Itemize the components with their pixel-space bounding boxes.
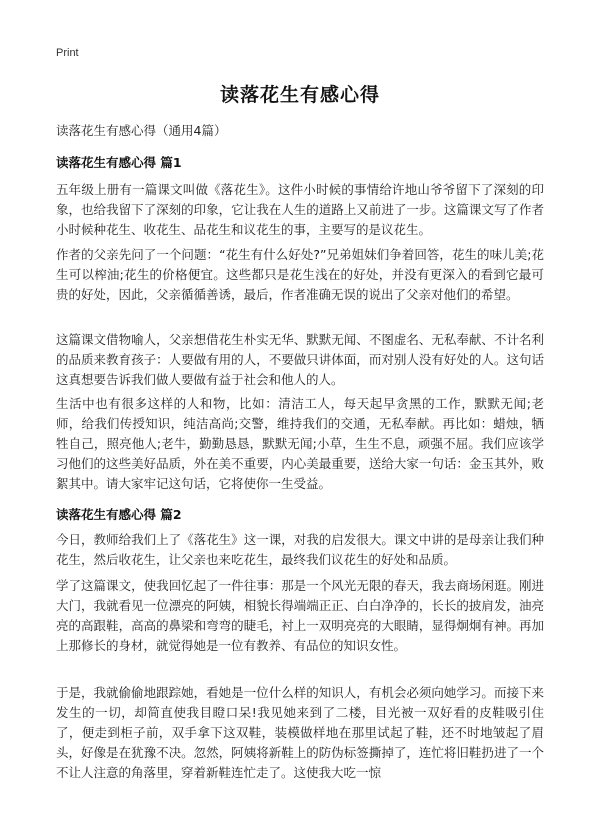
section-heading-2: 读落花生有感心得 篇2 xyxy=(56,507,182,522)
page-title: 读落花生有感心得 xyxy=(219,84,380,106)
paragraph-1-3: 这篇课文借物喻人，父亲想借花生朴实无华、默默无闻、不图虚名、无私奉献、不计名利的品质来教育孩子：人要做有用的人，不要做只讲体面，而对别人没有好处的人。这句话这真想要告诉我们做人要做有益于社会和他人的人。 xyxy=(56,332,544,387)
paragraph-2-2: 学了这篇课文，使我回忆起了一件往事：那是一个风光无限的春天，我去商场闲逛。刚进大门，我就看见一位漂亮的阿姨，相貌长得端端正正、白白净净的，长长的披肩发，油亮亮的高跟鞋，高高的鼻梁和弯弯的睫毛，衬上一双明亮亮的大眼睛，显得炯炯有神。再加上那修长的身材，就觉得她是一位有教养、有品位的知识女性。 xyxy=(56,578,544,653)
paragraph-1-4: 生活中也有很多这样的人和物，比如：清洁工人，每天起早贪黑的工作，默默无闻;老师，给我们传授知识，纯洁高尚;交警，维持我们的交通，无私奉献。再比如：蜡烛，牺牲自己，照亮他人;老牛，勤勤恳恳，默默无闻;小草，生生不息，顽强不屈。我们应该学习他们的这些美好品质，外在美不重要，内心美最重要，送给大家一句话：金玉其外，败絮其中。请大家牢记这句话，它将使你一生受益。 xyxy=(56,396,544,491)
section-heading-1: 读落花生有感心得 篇1 xyxy=(56,155,182,170)
paragraph-2-1: 今日，教师给我们上了《落花生》这一课，对我的启发很大。课文中讲的是母亲让我们种花生，然后收花生，让父亲也来吃花生，最终我们议花生的好处和品质。 xyxy=(56,532,544,567)
paragraph-1-1: 五年级上册有一篇课文叫做《落花生》。这件小时候的事情给许地山爷爷留下了深刻的印象，也给我留下了深刻的印象，它让我在人生的道路上又前进了一步。这篇课文写了作者小时候种花生、收花生、品花生和议花生的事，主要写的是议花生。 xyxy=(56,182,544,237)
paragraph-2-3: 于是，我就偷偷地跟踪她，看她是一位什么样的知识人，有机会必须向她学习。而接下来发生的一切，却简直使我目瞪口呆!我见她来到了二楼，目光被一双好看的皮鞋吸引住了，便走到柜子前，双手拿下这双鞋，装模做样地在那里试起了鞋，还不时地皱起了眉头，好像是在犹豫不决。忽然，阿姨将新鞋上的防伪标签撕掉了，连忙将旧鞋扔进了一个不让人注意的角落里，穿着新鞋连忙走了。这使我大吃一惊 xyxy=(56,685,544,780)
document-subtitle: 读落花生有感心得（通用4篇） xyxy=(56,123,227,138)
paragraph-1-2: 作者的父亲先问了一个问题：“花生有什么好处?”兄弟姐妹们争着回答，花生的味儿美;花生可以榨油;花生的价格便宜。这些都只是花生浅在的好处，并没有更深入的看到它最可贵的好处，因此，父亲循循善诱，最后，作者准确无误的说出了父亲对他们的希望。 xyxy=(56,247,544,302)
print-link[interactable]: Print xyxy=(56,47,79,59)
